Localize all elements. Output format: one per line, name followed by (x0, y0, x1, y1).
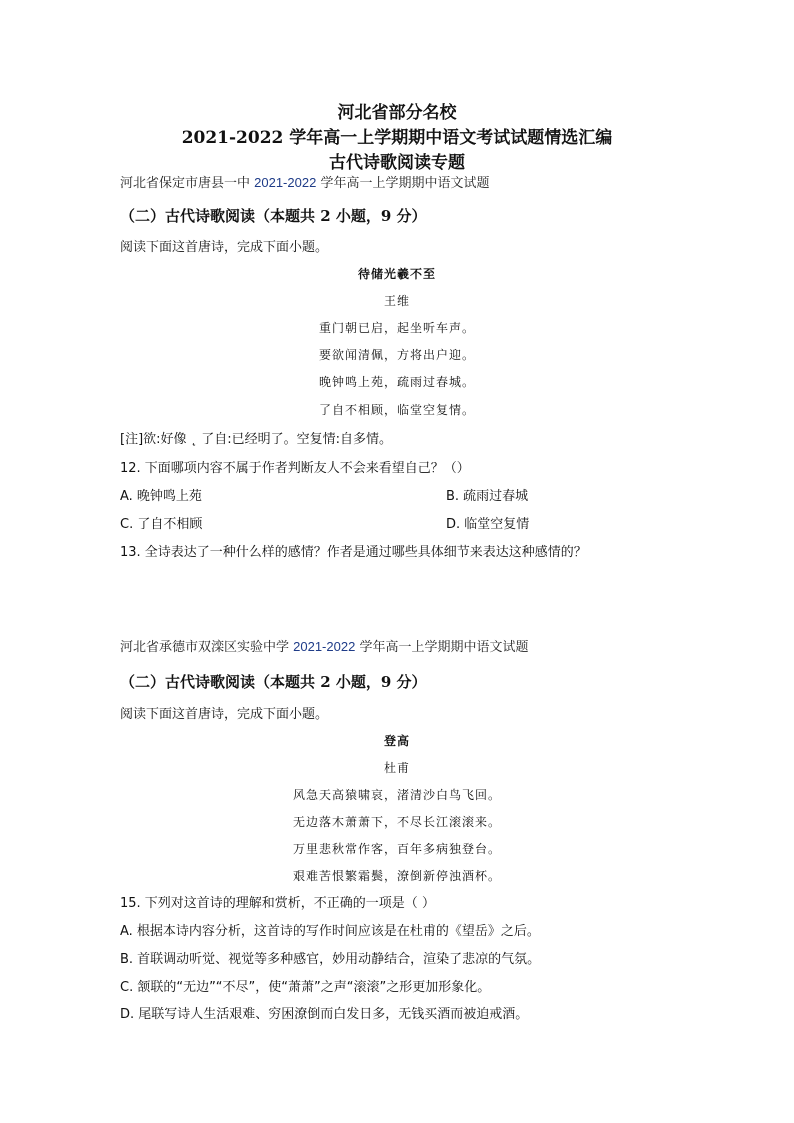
doc-title-line1: 河北省部分名校 (337, 103, 457, 123)
source-exam: 学年高一上学期期中语文试题 (316, 176, 490, 191)
instruction-2: 阅读下面这首唐诗，完成下面小题。 (120, 707, 329, 722)
question-12: 12. 下面哪项内容不属于作者判断友人不会来看望自己？（） (120, 461, 470, 476)
question-13: 13. 全诗表达了一种什么样的感情？作者是通过哪些具体细节来表达这种感情的？ (120, 545, 587, 560)
source-line-2 (120, 636, 528, 655)
poem-line: 重门朝已启，起坐听车声。 (318, 321, 475, 335)
poem-author-1: 王维 (383, 294, 410, 308)
source-school: 河北省保定市唐县一中 (120, 176, 255, 191)
poem-line: 了自不相顾，临堂空复情。 (318, 403, 475, 417)
section-heading-2: （二）古代诗歌阅读（本题共 2 小题，9 分） (120, 673, 427, 691)
poem-line: 艰难苦恨繁霜鬓，潦倒新停浊酒杯。 (292, 869, 501, 883)
question-15: 15. 下列对这首诗的理解和赏析，不正确的一项是（ ） (120, 896, 435, 911)
q15-option-c: C. 颔联的“无边”“不尽”，使“萧萧”之声“滚滚”之形更加形象化。 (120, 980, 491, 995)
source-school: 河北省承德市双滦区实验中学 (120, 640, 294, 655)
doc-title-line2: 2021-2022 学年高一上学期期中语文考试试题情选汇编 (181, 128, 613, 148)
q12-option-c: C. 了自不相顾 (120, 517, 203, 532)
poem-line: 无边落木萧萧下，不尽长江滚滚来。 (292, 815, 501, 829)
poem-line: 万里悲秋常作客，百年多病独登台。 (292, 842, 501, 856)
poem-title-2: 登高 (383, 734, 410, 748)
poem-line: 风急天高猿啸哀，渚清沙白鸟飞回。 (292, 788, 501, 802)
q15-option-a: A. 根据本诗内容分析，这首诗的写作时间应该是在杜甫的《望岳》之后。 (120, 924, 540, 939)
instruction-1: 阅读下面这首唐诗，完成下面小题。 (120, 240, 329, 255)
poem-title-1: 待储光羲不至 (357, 267, 436, 281)
q12-option-a: A. 晚钟鸣上苑 (120, 489, 202, 504)
q12-option-b: B. 疏雨过春城 (446, 489, 529, 504)
q15-option-d: D. 尾联写诗人生活艰难、穷困潦倒而白发日多，无钱买酒而被迫戒酒。 (120, 1007, 529, 1022)
doc-title-line3: 古代诗歌阅读专题 (329, 153, 465, 173)
section-heading-1: （二）古代诗歌阅读（本题共 2 小题，9 分） (120, 207, 427, 225)
source-year: 2021-2022 (254, 175, 317, 190)
poem-line: 晚钟鸣上苑，疏雨过春城。 (318, 375, 475, 389)
q12-option-d: D. 临堂空复情 (446, 517, 530, 532)
source-exam: 学年高一上学期期中语文试题 (355, 640, 529, 655)
source-year: 2021-2022 (293, 639, 356, 654)
poem-line: 要欲闻清佩，方将出户迎。 (318, 348, 475, 362)
source-line-1 (120, 172, 489, 191)
poem-note-1: [注]欲:好像 ˛ 了自:已经明了。空复情:自多情。 (120, 432, 393, 447)
poem-author-2: 杜甫 (383, 761, 410, 775)
q15-option-b: B. 首联调动听觉、视觉等多种感官，妙用动静结合，渲染了悲凉的气氛。 (120, 952, 541, 967)
